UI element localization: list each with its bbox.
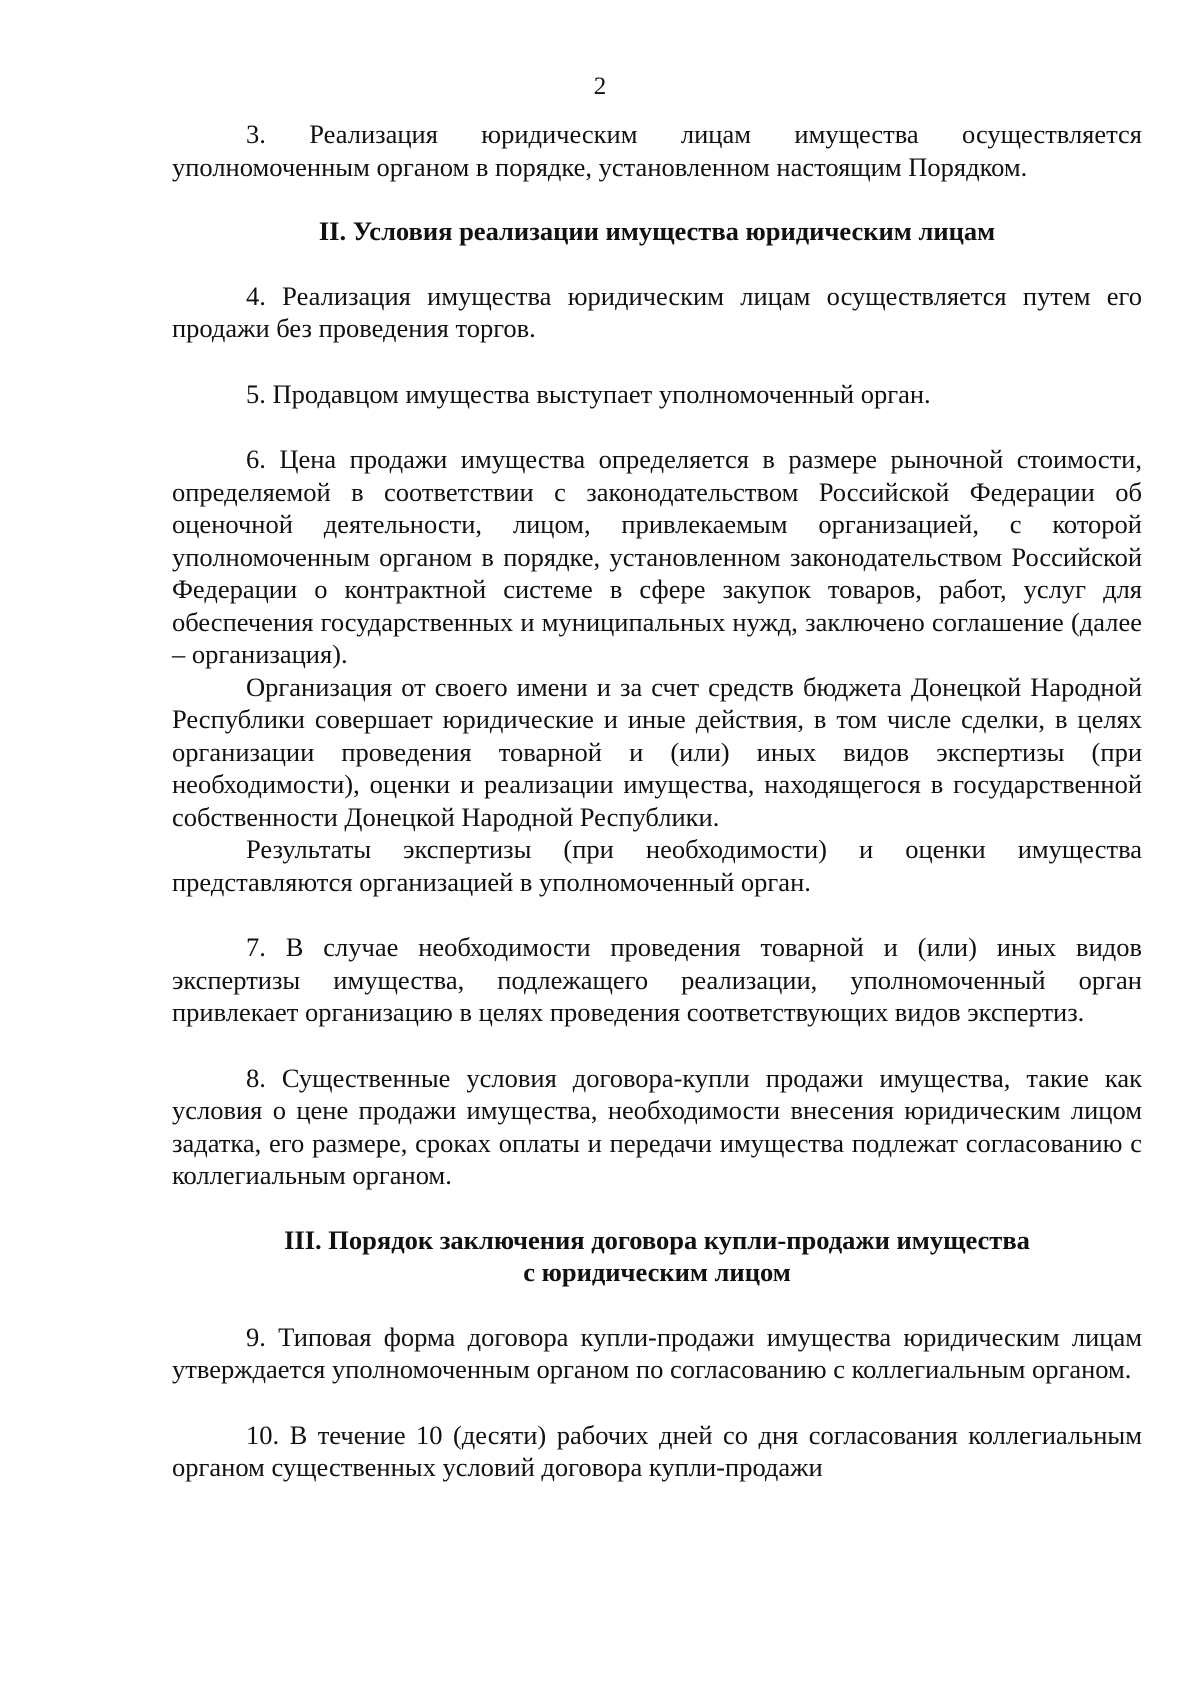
- paragraph-5: 5. Продавцом имущества выступает уполномоченный орган.: [246, 378, 931, 409]
- paragraph-4: 4. Реализация имущества юридическим лицам осуществляется путем его продажи без проведения торгов.: [172, 280, 1142, 343]
- paragraph-7: 7. В случае необходимости проведения товарной и (или) иных видов экспертизы имущества, подлежащего реализации, уполномоченный орган привлекает организацию в целях проведения соответствующих видов экспертиз.: [172, 932, 1142, 1027]
- paragraph-3: 3. Реализация юридическим лицам имущества осуществляется уполномоченным органом в порядке, установленном настоящим Порядком.: [172, 119, 1142, 182]
- paragraph-6: 6. Цена продажи имущества определяется в размере рыночной стоимости, определяемой в соответствии с законодательством Российской Федерации об оценочной деятельности, лицом, привлекаемым организацией, с которой уполномоченным органом в порядке, установленном законодательством Российской Федерации о контрактной системе в сфере закупок товаров, работ, услуг для обеспечения государственных и муниципальных нужд, заключено соглашение (далее – организация).: [172, 444, 1142, 669]
- page-number: 2: [593, 73, 607, 100]
- paragraph-6-continuation-2: Результаты экспертизы (при необходимости) и оценки имущества представляются организацией в уполномоченный орган.: [172, 834, 1142, 897]
- section-3-title-line-2: с юридическим лицом: [523, 1257, 791, 1287]
- paragraph-6-continuation-1: Организация от своего имени и за счет средств бюджета Донецкой Народной Республики совершает юридические и иные действия, в том числе сделки, в целях организации проведения товарной и (или) иных видов экспертизы (при необходимости), оценки и реализации имущества, находящегося в государственной собственности Донецкой Народной Республики.: [172, 671, 1142, 832]
- document-body: [172, 118, 1142, 1484]
- paragraph-8: 8. Существенные условия договора-купли продажи имущества, такие как условия о цене продажи имущества, необходимости внесения юридическим лицом задатка, его размере, сроках оплаты и передачи имущества подлежат согласованию с коллегиальным органом.: [172, 1062, 1142, 1190]
- paragraph-9: 9. Типовая форма договора купли-продажи имущества юридическим лицам утверждается уполномоченным органом по согласованию с коллегиальным органом.: [172, 1321, 1142, 1384]
- section-3-heading: [172, 1224, 1142, 1289]
- paragraph-10: 10. В течение 10 (десяти) рабочих дней со дня согласования коллегиальным органом существенных условий договора купли-продажи: [172, 1419, 1142, 1482]
- section-2-title: II. Условия реализации имущества юридическим лицам: [318, 216, 996, 246]
- section-3-title-line-1: III. Порядок заключения договора купли-продажи имущества: [284, 1224, 1030, 1255]
- section-2-heading: [172, 215, 1142, 248]
